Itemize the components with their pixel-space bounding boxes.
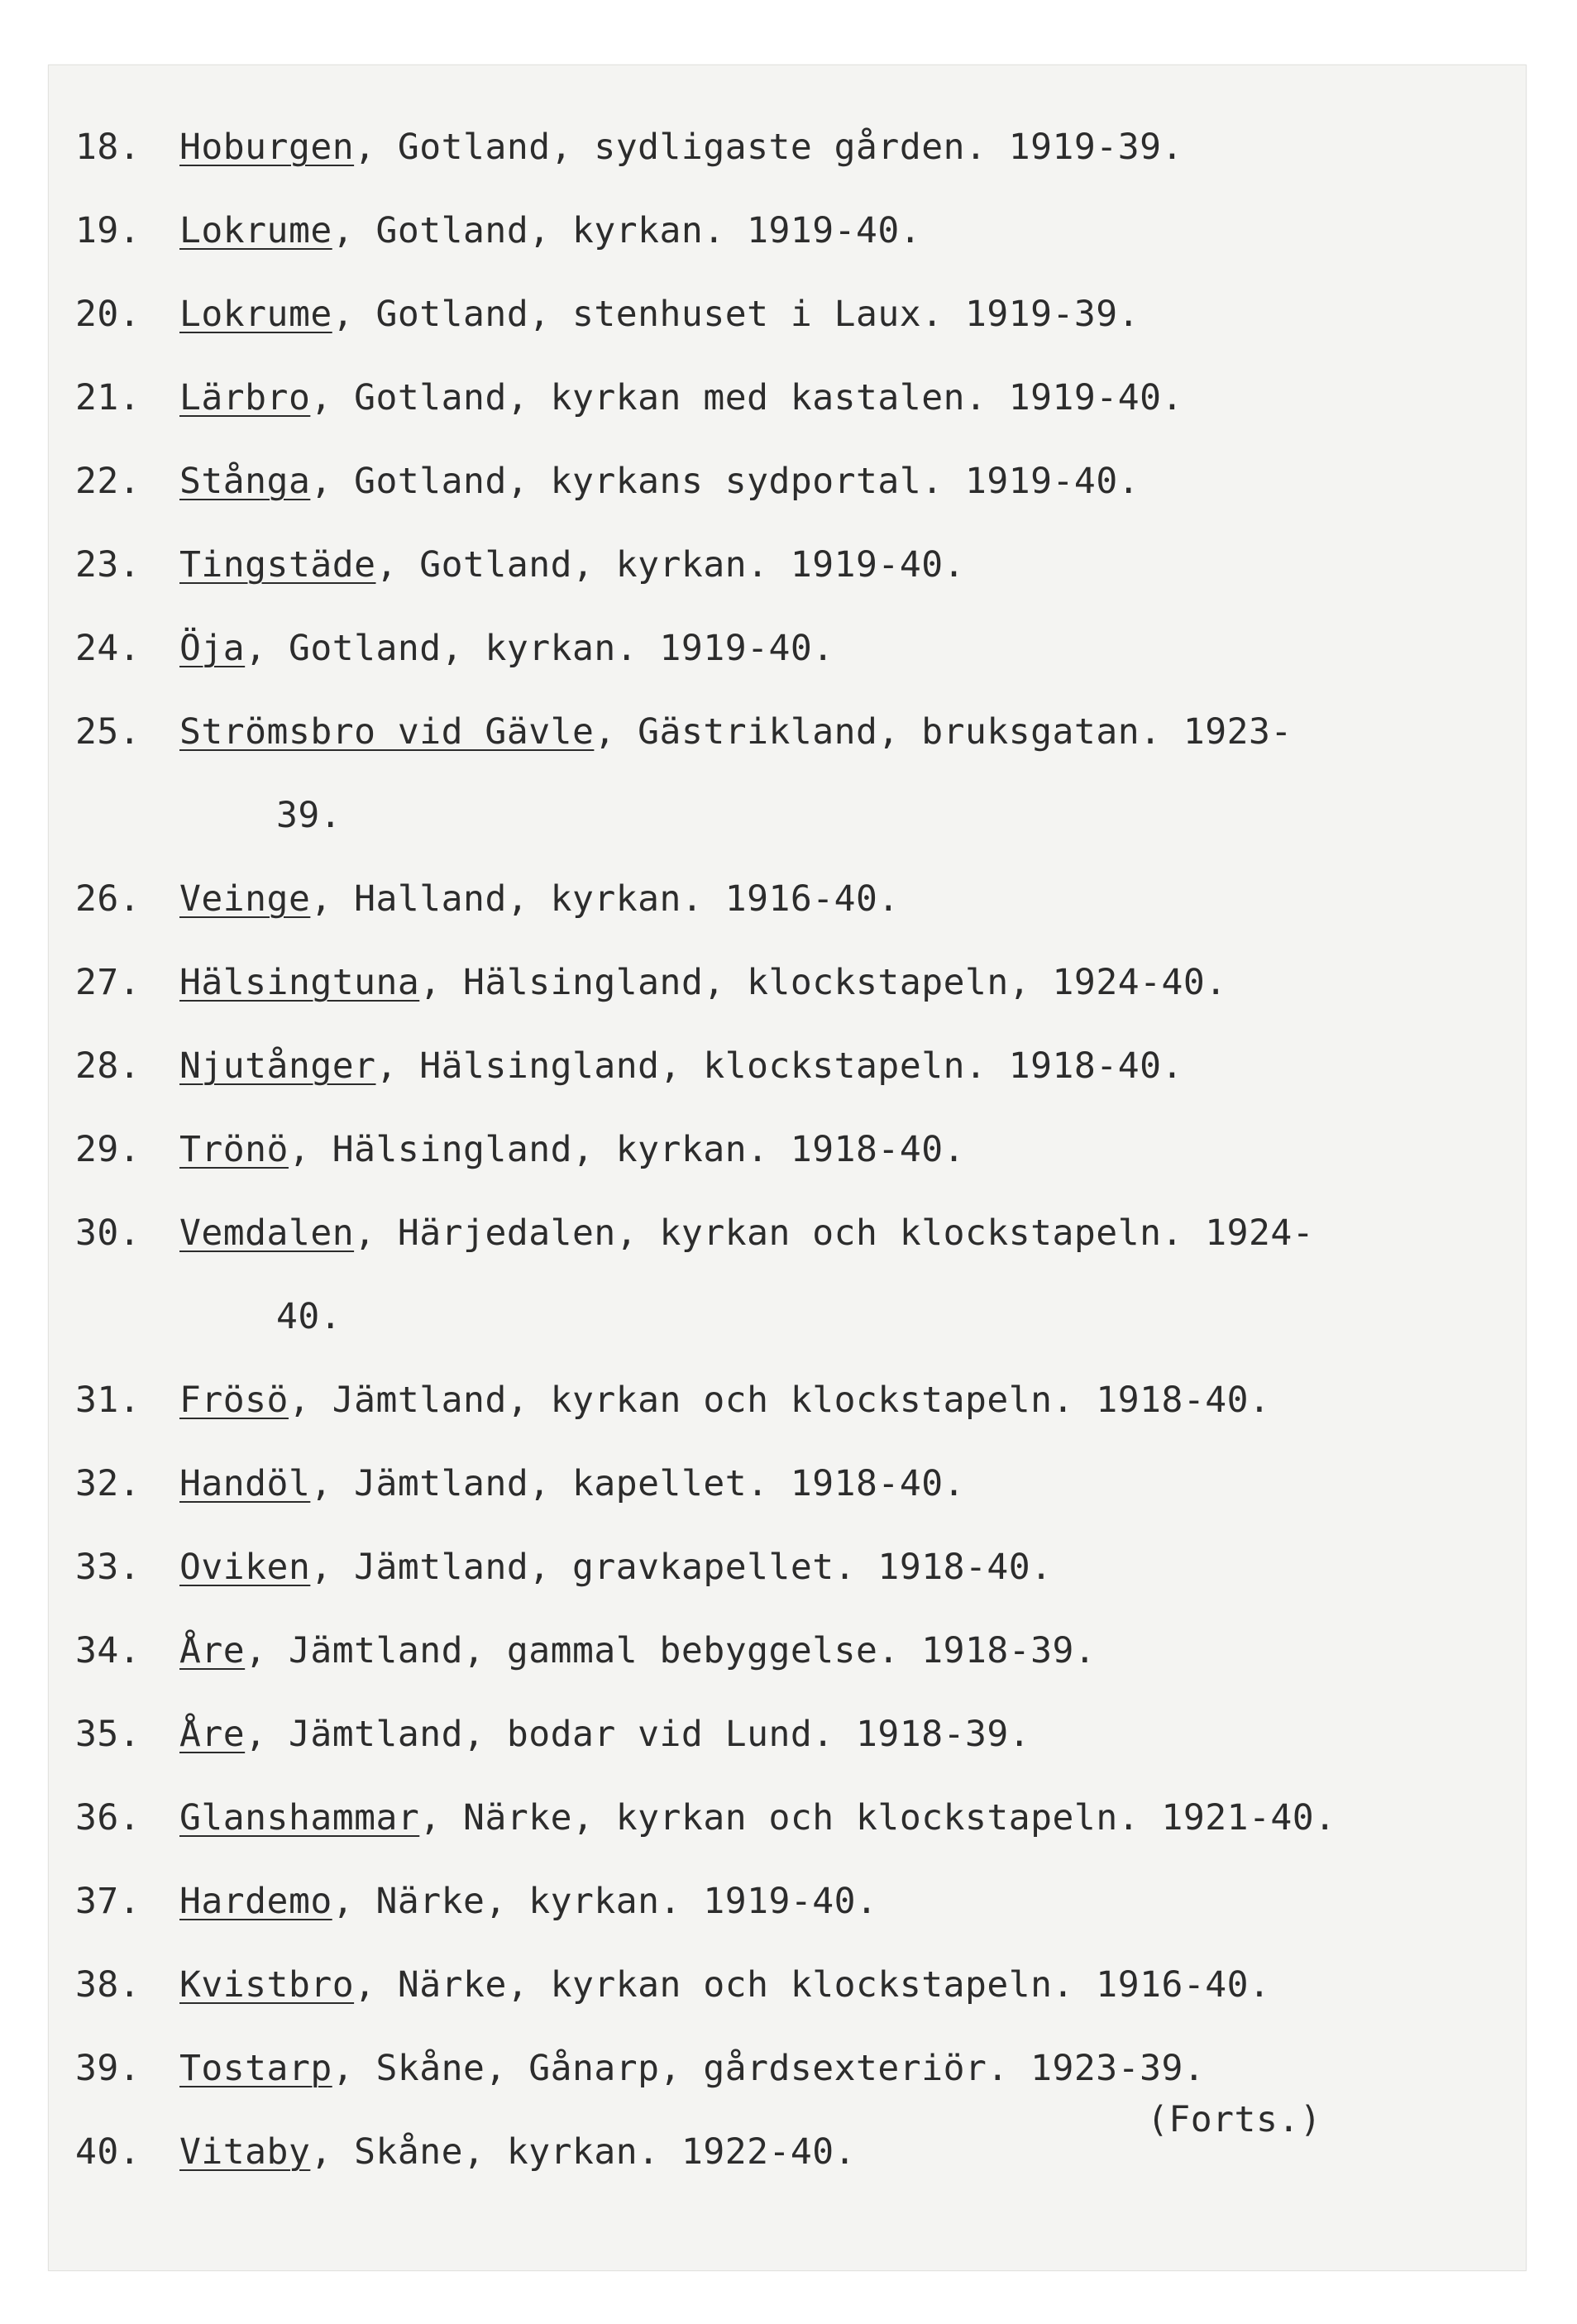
entry-continuation: 39.	[276, 795, 342, 836]
entry-number: 19.	[75, 210, 141, 251]
entry-details: , Gotland, sydligaste gården. 1919-39.	[354, 127, 1183, 168]
entry-number: 28.	[75, 1045, 141, 1087]
entry-place: Trönö	[179, 1129, 289, 1170]
entry-details: , Jämtland, bodar vid Lund. 1918-39.	[245, 1714, 1031, 1755]
entry-continuation: 40.	[276, 1296, 342, 1337]
entry-number: 26.	[75, 878, 141, 920]
entry-place: Hardemo	[179, 1881, 332, 1922]
list-item	[75, 1630, 1509, 1717]
entry-details: , Jämtland, kyrkan och klockstapeln. 1918-40.	[288, 1380, 1271, 1421]
list-item	[75, 2131, 1509, 2218]
entry-place: Oviken	[179, 1547, 311, 1588]
entry-details: , Skåne, Gånarp, gårdsexteriör. 1923-39.	[332, 2048, 1206, 2089]
entry-place: Tostarp	[179, 2048, 332, 2089]
entry-details: , Gotland, kyrkan. 1919-40.	[332, 210, 922, 251]
entry-details: , Närke, kyrkan och klockstapeln. 1921-40.	[419, 1797, 1336, 1839]
entry-details: , Närke, kyrkan. 1919-40.	[332, 1881, 878, 1922]
entry-number: 39.	[75, 2048, 141, 2089]
continued-note: (Forts.)	[1147, 2099, 1322, 2140]
entry-number: 34.	[75, 1630, 141, 1671]
entry-number: 38.	[75, 1964, 141, 2006]
list-item	[75, 1547, 1509, 1633]
entry-details: , Närke, kyrkan och klockstapeln. 1916-40.	[354, 1964, 1271, 2006]
list-item	[75, 461, 1509, 548]
entry-number: 35.	[75, 1714, 141, 1755]
entry-place: Lokrume	[179, 294, 332, 335]
list-item	[75, 1129, 1509, 1216]
entry-number: 29.	[75, 1129, 141, 1170]
entry-number: 33.	[75, 1547, 141, 1588]
list-item	[75, 1797, 1509, 1884]
entry-place: Vitaby	[179, 2131, 311, 2173]
entry-number: 22.	[75, 461, 141, 502]
entry-place: Hoburgen	[179, 127, 355, 168]
entry-details: , Gotland, kyrkan. 1919-40.	[245, 628, 834, 669]
list-item	[75, 1714, 1509, 1800]
list-item	[75, 294, 1509, 380]
entry-details: , Härjedalen, kyrkan och klockstapeln. 1924-	[354, 1212, 1315, 1254]
entry-place: Åre	[179, 1630, 246, 1671]
entry-place: Tingstäde	[179, 544, 376, 586]
list-item	[75, 210, 1509, 297]
entry-place: Veinge	[179, 878, 311, 920]
entry-place: Stånga	[179, 461, 311, 502]
entry-number: 20.	[75, 294, 141, 335]
entry-details: , Jämtland, kapellet. 1918-40.	[310, 1463, 965, 1504]
list-item	[75, 1881, 1509, 1968]
entry-place: Åre	[179, 1714, 246, 1755]
entry-number: 21.	[75, 377, 141, 418]
list-item	[75, 1463, 1509, 1550]
entry-number: 24.	[75, 628, 141, 669]
entry-number: 37.	[75, 1881, 141, 1922]
entry-details: , Hälsingland, klockstapeln. 1918-40.	[375, 1045, 1183, 1087]
entry-place: Strömsbro vid Gävle	[179, 711, 595, 753]
entry-details: , Jämtland, gravkapellet. 1918-40.	[310, 1547, 1053, 1588]
entry-number: 36.	[75, 1797, 141, 1839]
entry-number: 18.	[75, 127, 141, 168]
entry-place: Handöl	[179, 1463, 311, 1504]
entry-list	[75, 127, 1509, 2218]
entry-place: Frösö	[179, 1380, 289, 1421]
entry-place: Kvistbro	[179, 1964, 355, 2006]
list-item	[75, 878, 1509, 965]
entry-number: 27.	[75, 962, 141, 1003]
entry-place: Glanshammar	[179, 1797, 420, 1839]
entry-number: 25.	[75, 711, 141, 753]
entry-number: 30.	[75, 1212, 141, 1254]
entry-details: , Gotland, stenhuset i Laux. 1919-39.	[332, 294, 1140, 335]
list-item	[75, 962, 1509, 1049]
entry-details: , Jämtland, gammal bebyggelse. 1918-39.	[245, 1630, 1097, 1671]
entry-place: Vemdalen	[179, 1212, 355, 1254]
index-card	[48, 65, 1527, 2271]
list-item	[75, 1212, 1509, 1383]
entry-details: , Gästrikland, bruksgatan. 1923-	[594, 711, 1293, 753]
list-item	[75, 377, 1509, 464]
entry-details: , Hälsingland, klockstapeln, 1924-40.	[419, 962, 1227, 1003]
list-item	[75, 1380, 1509, 1466]
entry-place: Lokrume	[179, 210, 332, 251]
entry-place: Hälsingtuna	[179, 962, 420, 1003]
entry-details: , Gotland, kyrkans sydportal. 1919-40.	[310, 461, 1140, 502]
entry-number: 40.	[75, 2131, 141, 2173]
entry-number: 32.	[75, 1463, 141, 1504]
list-item	[75, 711, 1509, 882]
entry-details: , Gotland, kyrkan. 1919-40.	[375, 544, 965, 586]
list-item	[75, 544, 1509, 631]
entry-details: , Halland, kyrkan. 1916-40.	[310, 878, 900, 920]
list-item	[75, 127, 1509, 213]
entry-details: , Gotland, kyrkan med kastalen. 1919-40.	[310, 377, 1183, 418]
list-item	[75, 628, 1509, 715]
entry-place: Njutånger	[179, 1045, 376, 1087]
entry-details: , Skåne, kyrkan. 1922-40.	[310, 2131, 857, 2173]
entry-number: 31.	[75, 1380, 141, 1421]
entry-place: Öja	[179, 628, 246, 669]
list-item	[75, 1045, 1509, 1132]
list-item	[75, 1964, 1509, 2051]
entry-place: Lärbro	[179, 377, 311, 418]
entry-details: , Hälsingland, kyrkan. 1918-40.	[288, 1129, 965, 1170]
entry-number: 23.	[75, 544, 141, 586]
